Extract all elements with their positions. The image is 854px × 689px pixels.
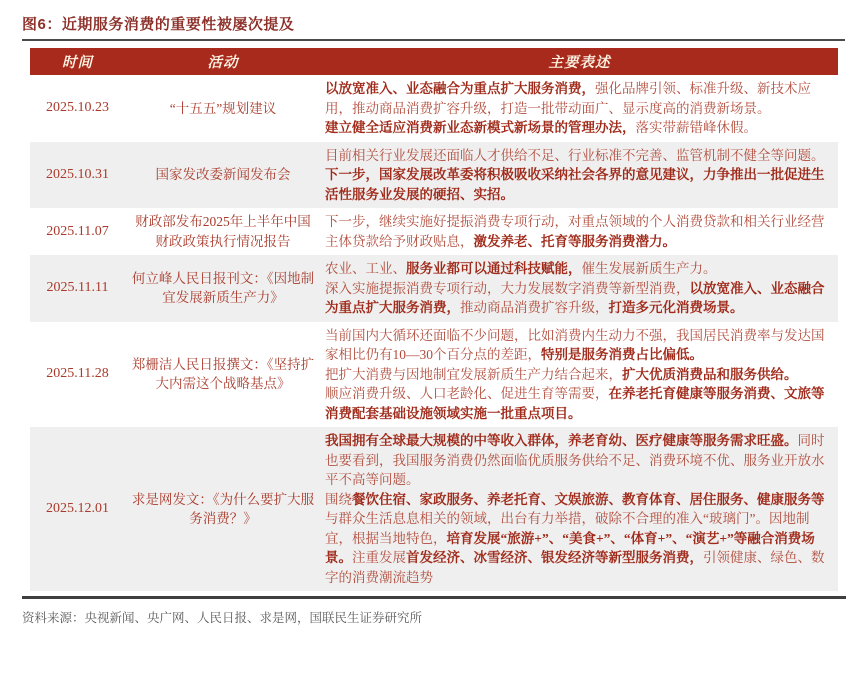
statement-paragraph [325, 146, 835, 205]
statement-run-bold: 以放宽准入、业态融合为重点扩大服务消费， [325, 280, 825, 315]
table-row [30, 427, 838, 591]
table-body [30, 75, 838, 591]
statement-run-regular: 催生发展新质生产力。 [581, 261, 717, 276]
row-date: 2025.10.23 [46, 100, 109, 116]
bottom-divider [22, 596, 846, 599]
statement-run-bold: 培育发展“旅游+”、“美食+”、“体育+”、“演艺+”等融合消费场景。 [325, 530, 815, 565]
statement-run-regular: 农业、工业、 [325, 261, 406, 276]
statement-run-bold: 扩大优质消费品和服务供给。 [622, 366, 798, 382]
statement-paragraph [325, 365, 835, 385]
statement-paragraph [325, 384, 835, 423]
row-statements [321, 75, 838, 142]
statement-paragraph [325, 79, 835, 118]
row-date: 2025.12.01 [46, 501, 109, 516]
statement-run-bold: 下一步，国家发展改革委将积极吸收采纳社会各界的意见建议，力争推出一批促进生活性服务业发展的硬招、实招。 [325, 167, 825, 202]
statement-run-regular: 落实带薪错峰休假。 [635, 120, 757, 135]
statement-run-regular: 围绕 [325, 491, 352, 507]
table-header [30, 48, 838, 75]
row-statements [321, 142, 838, 209]
statement-run-bold: 在养老托育健康等服务消费、文旅等消费配套基础设施领域实施一批重点项目。 [325, 386, 825, 421]
row-statements [321, 208, 838, 255]
statement-paragraph [325, 326, 835, 365]
row-statements [321, 322, 838, 428]
figure-title: 图6：近期服务消费的重要性被屡次提及 [22, 0, 845, 41]
statement-run-bold: 首发经济、冰雪经济、银发经济等新型服务消费， [406, 550, 703, 565]
service-consumption-table [30, 48, 838, 591]
statement-run-regular: 强化品牌引领、标准升级、新技术应用，推动商品消费扩容升级，打造一批带动面广、显示度高的消费新场景。 [325, 81, 811, 116]
column-header-statements: 主要表述 [321, 48, 838, 75]
statement-run-regular: 同时也要看到，我国服务消费仍然面临优质服务供给不足、消费环境不优、服务业开放水平不高等问题。 [325, 433, 825, 487]
statement-paragraph [325, 279, 835, 318]
statement-run-bold: 以放宽准入、业态融合为重点扩大服务消费， [325, 81, 595, 96]
statement-run-regular: 当前国内大循环还面临不少问题，比如消费内生动力不强，我国居民消费率与发达国家相比仍有10—30个百分点的差距， [325, 327, 825, 362]
statement-run-regular: 把扩大消费与因地制宜发展新质生产力结合起来， [325, 366, 622, 382]
table-row [30, 255, 838, 322]
column-header-time: 时间 [30, 48, 125, 75]
row-date: 2025.11.11 [46, 280, 109, 296]
statement-run-regular: 引领健康、绿色、数字的消费潮流趋势 [325, 550, 825, 585]
statement-run-bold: 建立健全适应消费新业态新模式新场景的管理办法， [325, 120, 636, 135]
statement-run-regular: 顺应消费升级、人口老龄化、促进生育等需要， [325, 386, 609, 401]
table-row [30, 208, 838, 255]
source-note: 资料来源：央视新闻、央广网、人民日报、求是网，国联民生证券研究所 [22, 611, 423, 625]
statement-run-bold: 餐饮住宿、家政服务、养老托育、文娱旅游、教育体育、居住服务、健康服务等 [352, 491, 825, 507]
statement-run-bold: 打造多元化消费场景。 [608, 300, 744, 315]
row-activity: “十五五”规划建议 [169, 100, 277, 116]
row-date: 2025.10.31 [46, 166, 109, 182]
statement-run-bold: 我国拥有全球最大规模的中等收入群体，养老育幼、医疗健康等服务需求旺盛。 [325, 433, 798, 448]
statement-run-regular: 注重发展 [352, 550, 406, 565]
column-header-activity: 活动 [125, 48, 321, 75]
statement-paragraph [325, 490, 835, 588]
table-container [30, 48, 838, 591]
row-activity: 何立峰人民日报刊文：《因地制宜发展新质生产力》 [131, 270, 315, 306]
statement-paragraph [325, 431, 835, 490]
statement-run-bold: 特别是服务消费占比偏低。 [541, 347, 703, 362]
table-row [30, 142, 838, 209]
row-activity: 郑栅洁人民日报撰文：《坚持扩大内需这个战略基点》 [131, 356, 315, 392]
statement-run-regular: 下一步，继续实施好提振消费专项行动，对重点领域的个人消费贷款和相关行业经营主体贷款给予财政贴息， [325, 214, 825, 249]
row-date: 2025.11.28 [46, 366, 109, 382]
statement-run-bold: 服务业都可以通过科技赋能， [406, 261, 582, 276]
row-statements [321, 427, 838, 591]
table-row [30, 322, 838, 428]
row-activity: 国家发改委新闻发布会 [155, 167, 291, 182]
statement-run-bold: 激发养老、托育等服务消费潜力。 [473, 233, 676, 249]
statement-paragraph [325, 118, 835, 138]
row-activity: 财政部发布2025年上半年中国财政政策执行情况报告 [135, 214, 311, 249]
row-activity: 求是网发文：《为什么要扩大服务消费？》 [131, 491, 315, 526]
row-date: 2025.11.07 [46, 223, 109, 239]
statement-run-regular: 深入实施提振消费专项行动，大力发展数字消费等新型消费， [325, 280, 690, 296]
table-row [30, 75, 838, 142]
statement-paragraph [325, 212, 835, 251]
statement-paragraph [325, 259, 835, 279]
row-statements [321, 255, 838, 322]
statement-run-regular: 目前相关行业发展还面临人才供给不足、行业标准不完善、监管机制不健全等问题。 [325, 147, 825, 163]
statement-run-regular: 推动商品消费扩容升级， [460, 300, 609, 315]
statement-run-regular: 与群众生活息息相关的领域，出台有力举措，破除不合理的准入“玻璃门”。因地制宜，根据当地特色， [325, 511, 810, 546]
